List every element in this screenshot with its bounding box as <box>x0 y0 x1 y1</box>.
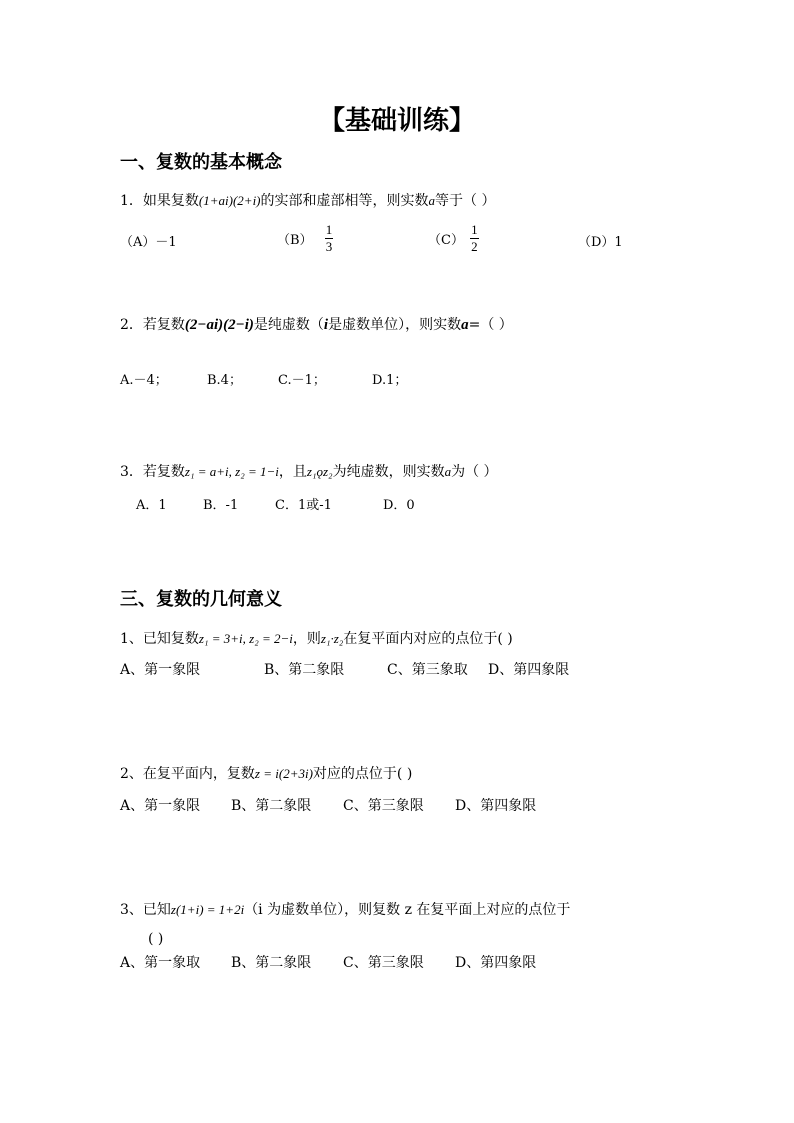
option-c <box>428 222 479 255</box>
option-b: B.4； <box>207 373 242 388</box>
option-c: C、第三象限 <box>343 955 424 971</box>
option-a: （A）－1 <box>120 235 177 250</box>
option-c: C、第三象限 <box>343 798 424 814</box>
option-a: A．1 <box>136 498 167 513</box>
section-heading-basic-concepts: 一、复数的基本概念 <box>120 152 282 173</box>
math-expression: z(1+i) = 1+2i <box>170 902 245 917</box>
question-suffix: 对应的点位于( ) <box>312 766 413 782</box>
option-b: B、第二象限 <box>231 955 312 971</box>
section-heading-geometric-meaning: 三、复数的几何意义 <box>120 589 282 610</box>
option-b: B、第二象限 <box>231 798 312 814</box>
question-suffix: 在复平面内对应的点位于( ) <box>343 631 513 647</box>
option-a: A、第一象限 <box>120 662 201 678</box>
option-b: B．-1 <box>203 498 239 513</box>
option-c: C、第三象取 <box>387 662 468 678</box>
fraction <box>325 222 334 255</box>
option-a: A、第一象限 <box>120 798 201 814</box>
math-expression: (2−ai)(2−i) <box>184 317 254 333</box>
question-text: ，且 <box>278 464 307 480</box>
question-prefix: 1、已知复数 <box>120 631 199 647</box>
page-title: 【基础训练】 <box>318 106 475 136</box>
option-d: D.1； <box>372 373 408 388</box>
option-b <box>277 222 333 255</box>
option-d: （D）1 <box>578 235 623 250</box>
question-suffix: 等于（ ） <box>435 193 496 209</box>
question-1-2 <box>120 314 513 334</box>
question-suffix: =（ ） <box>468 317 513 333</box>
option-a: A.－4； <box>120 373 168 388</box>
fraction-denominator: 3 <box>325 239 333 254</box>
question-prefix: 2、在复平面内，复数 <box>120 766 255 782</box>
math-expression: z₁·z₂ <box>320 631 344 646</box>
option-d: D、第四象限 <box>488 662 570 678</box>
math-variable: a <box>428 193 436 208</box>
option-c: C．1或-1 <box>275 498 332 513</box>
math-expression: z = i(2+3i) <box>254 766 313 781</box>
question-3-1 <box>120 628 513 648</box>
option-label: （B） <box>277 233 313 248</box>
option-b: B、第二象限 <box>264 662 345 678</box>
question-suffix: （i 为虚数单位），则复数 z 在复平面上对应的点位于 <box>244 902 571 918</box>
option-a: A、第一象取 <box>120 955 201 971</box>
question-3-3 <box>120 899 570 919</box>
option-d: D．0 <box>383 498 415 513</box>
question-text: 为纯虚数，则实数 <box>332 464 445 480</box>
question-3-2 <box>120 763 412 783</box>
math-variable: a <box>444 464 452 479</box>
question-prefix: 3．若复数 <box>120 464 185 480</box>
option-d: D、第四象限 <box>455 955 537 971</box>
math-expression: z₁ = a+i, z₂ = 1−i <box>184 464 279 479</box>
answer-parentheses: ( ) <box>148 931 164 947</box>
question-prefix: 3、已知 <box>120 902 171 918</box>
option-label: （C） <box>428 233 464 248</box>
math-expression: z₁ = 3+i, z₂ = 2−i <box>198 631 293 646</box>
question-prefix: 2．若复数 <box>120 317 185 333</box>
fraction-denominator: 2 <box>471 239 478 254</box>
fraction <box>470 222 479 255</box>
option-d: D、第四象限 <box>455 798 537 814</box>
fraction-numerator: 1 <box>325 222 333 237</box>
question-text: ，则 <box>292 631 321 647</box>
option-c: C.－1； <box>278 373 326 388</box>
question-1-3 <box>120 461 498 481</box>
math-variable: i <box>323 317 329 333</box>
question-text: 是虚数单位），则实数 <box>328 317 462 333</box>
question-prefix: 1．如果复数 <box>120 193 199 209</box>
question-suffix: 为（ ） <box>451 464 498 480</box>
math-variable: a <box>461 317 469 333</box>
question-text: 是纯虚数（ <box>253 317 324 333</box>
fraction-numerator: 1 <box>471 222 478 237</box>
question-1-1 <box>120 190 495 210</box>
question-text: 的实部和虚部相等，则实数 <box>260 193 429 209</box>
math-expression: (1+ai)(2+i) <box>198 193 261 208</box>
math-expression: z₁ǫz₂ <box>306 464 333 479</box>
